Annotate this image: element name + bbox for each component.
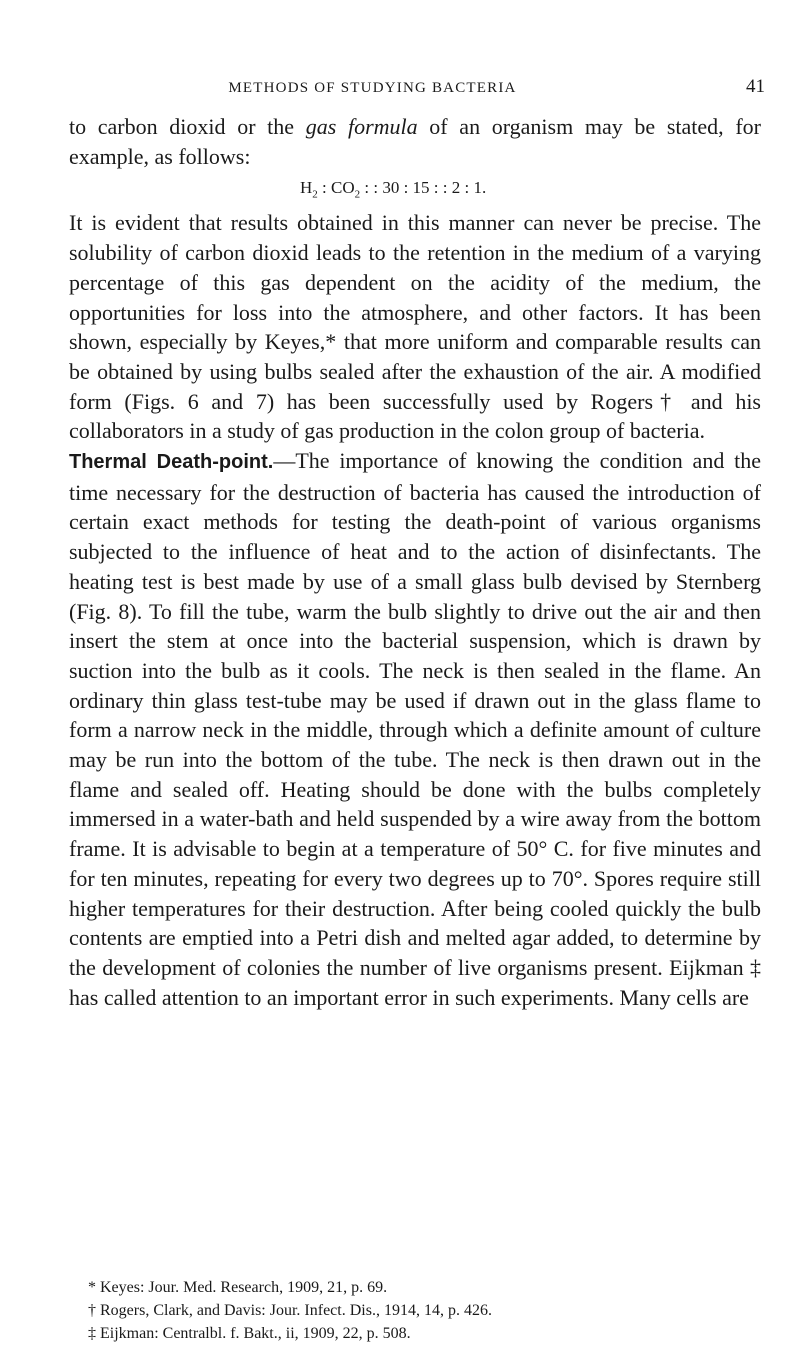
footnote-keyes: * Keyes: Jour. Med. Research, 1909, 21, p. 69.	[88, 1279, 388, 1296]
running-title: METHODS OF STUDYING BACTERIA	[228, 80, 517, 96]
formula-h-sub: 2	[312, 188, 318, 201]
page-number: 41	[746, 76, 765, 97]
formula-co-sub: 2	[354, 188, 361, 201]
formula-co: : CO	[317, 178, 355, 198]
intro-italic-term: gas formula	[305, 114, 418, 139]
paragraph-thermal-text: —The importance of knowing the condition and the time necessary for the destruction of bacteria has caused the introduction of certain exact methods for testing the death-point of various organisms subjected to the influence of heat and to the action of disinfectants. The heating test is best made by use of a small glass bulb devised by Sternberg (Fig. 8). To fill the tube, warm the bulb slightly to drive out the air and then insert the stem at once into the bacterial suspension, which is drawn by suction into the bulb as it cools. The neck is then sealed in the flame. An ordinary thin glass test-tube may be used if drawn out in the glass flame to form a narrow neck in the middle, through which a definite amount of culture may be run into the bottom of the tube. The neck is then drawn out in the flame and sealed off. Heating should be done with the bulbs completely immersed in a water-bath and held suspended by a wire away from the bottom frame. It is advisable to begin at a temperature of 50° C. for five minutes and for ten minutes, repeating for every two degrees up to 70°. Spores require still higher temperatures for their destruction. After being cooled quickly the bulb contents are emptied into a Petri dish and melted agar added, to determine by the development of colonies the number of live organisms present. Eijkman ‡ has called attention to an important error in such experiments. Many cells are	[69, 448, 761, 1010]
main-text	[69, 112, 761, 1012]
formula-h: H	[300, 178, 313, 198]
footnotes	[88, 1276, 768, 1345]
footnote-rogers: † Rogers, Clark, and Davis: Jour. Infect. Dis., 1914, 14, p. 426.	[88, 1302, 492, 1319]
section-heading: Thermal Death-point.	[69, 451, 274, 474]
gas-formula	[69, 171, 761, 208]
paragraph-evident: It is evident that results obtained in this manner can never be precise. The solubility of carbon dioxid leads to the retention in the medium of a varying percentage of this gas dependent on the acidity of the medium, the opportunities for loss into the atmosphere, and other factors. It has been shown, especially by Keyes,* that more uniform and comparable results can be obtained by using bulbs sealed after the exhaustion of the air. A modified form (Figs. 6 and 7) has been successfully used by Rogers† and his collaborators in a study of gas production in the colon group of bacteria.	[69, 210, 761, 444]
intro-text-b: of an organism may be stated, for example, as follows:	[69, 114, 761, 169]
intro-paragraph	[69, 112, 761, 171]
intro-text-a: to carbon dioxid or the	[69, 114, 306, 139]
paragraph-thermal	[69, 446, 761, 1012]
footnote-eijkman: ‡ Eijkman: Centralbl. f. Bakt., ii, 1909, 22, p. 508.	[88, 1325, 411, 1342]
formula-ratio: : : 30 : 15 : : 2 : 1.	[360, 178, 487, 198]
